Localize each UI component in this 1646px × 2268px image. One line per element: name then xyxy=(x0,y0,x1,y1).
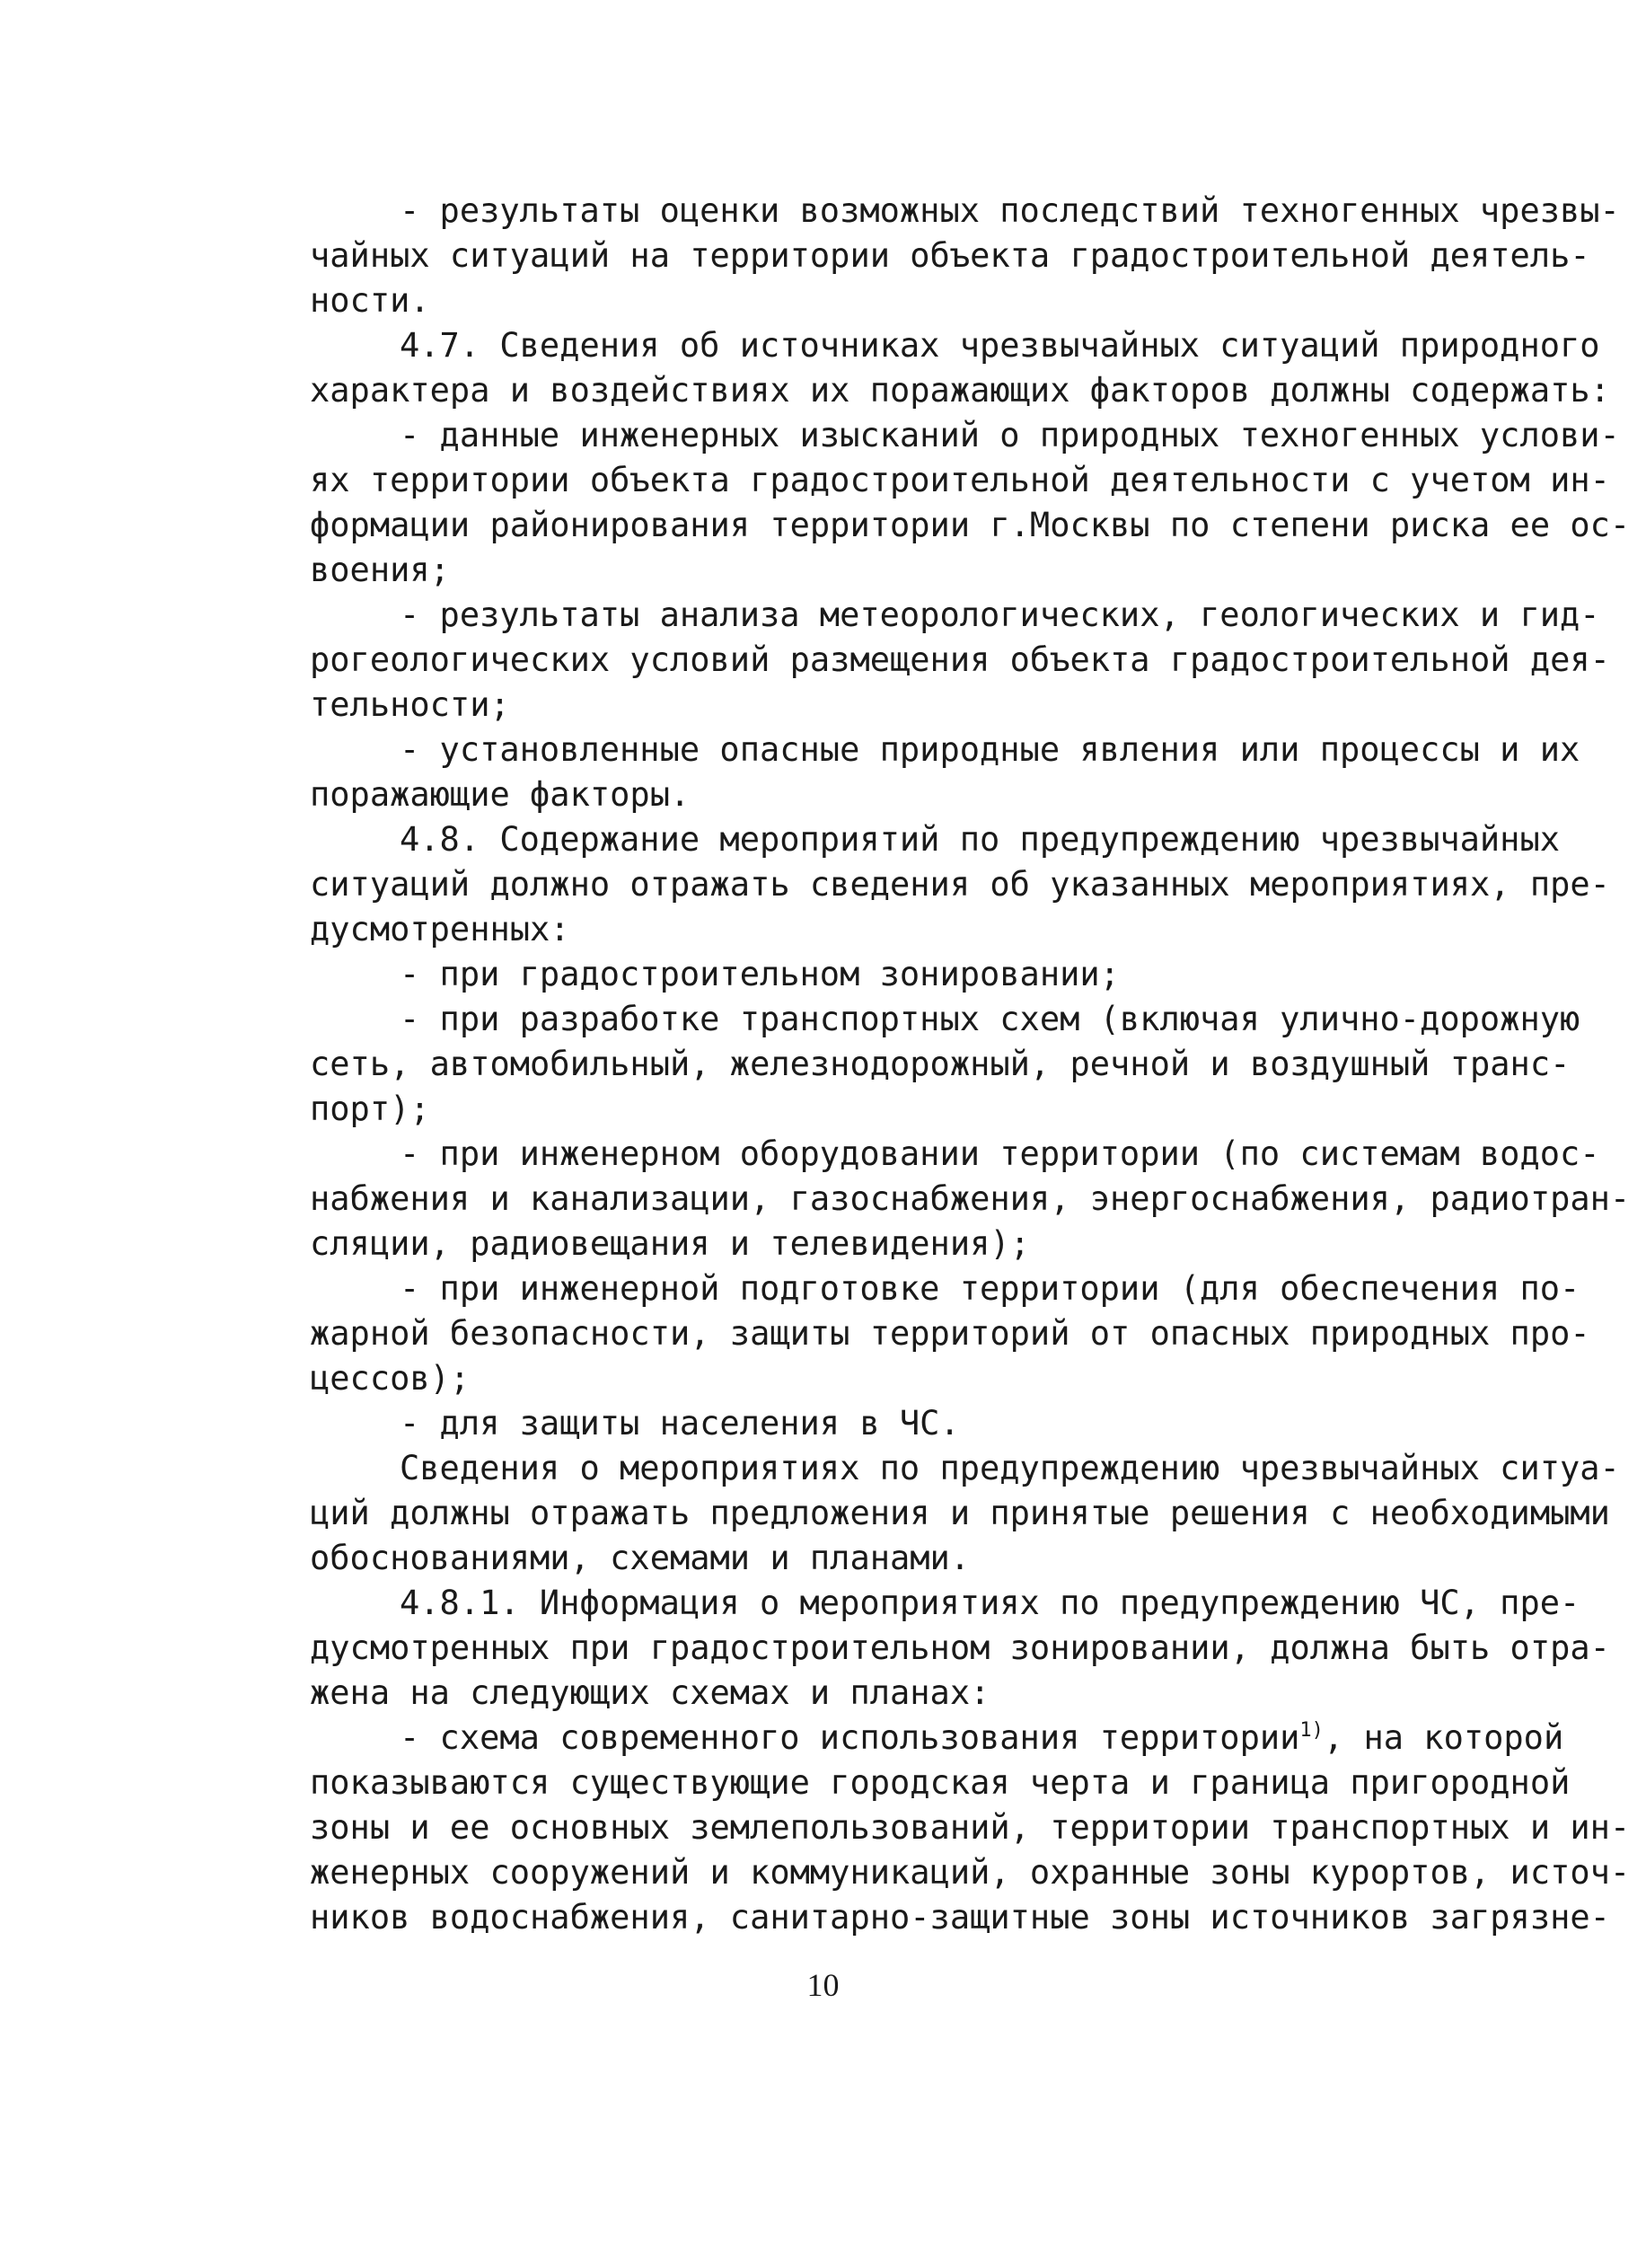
text-line: поражающие факторы. xyxy=(310,775,691,814)
text-line: - данные инженерных изысканий о природных техногенных услови- xyxy=(400,416,1620,454)
text-line: женерных сооружений и коммуникаций, охранные зоны курортов, источ- xyxy=(310,1853,1631,1892)
text-line: - для защиты населения в ЧС. xyxy=(400,1404,960,1443)
text-line: дусмотренных: xyxy=(310,910,570,949)
text-line: формации районирования территории г.Москвы по степени риска ее ос- xyxy=(310,506,1631,544)
text-line: набжения и канализации, газоснабжения, энергоснабжения, радиотран- xyxy=(310,1179,1631,1218)
page-number: 10 xyxy=(806,1967,840,2003)
text-line: обоснованиями, схемами и планами. xyxy=(310,1539,971,1577)
text-line: ситуаций должно отражать сведения об указанных мероприятиях, пре- xyxy=(310,865,1610,904)
text-line: - установленные опасные природные явления или процессы и их xyxy=(400,730,1580,769)
text-line: - при инженерном оборудовании территории (по системам водос- xyxy=(400,1134,1600,1173)
text-line: рогеологических условий размещения объекта градостроительной дея- xyxy=(310,640,1610,679)
section-4-8-1-line: 4.8.1. Информация о мероприятиях по предупреждению ЧС, пре- xyxy=(400,1584,1580,1622)
text-line: - при градостроительном зонировании; xyxy=(400,955,1120,993)
text-line: ников водоснабжения, санитарно-защитные зоны источников загрязне- xyxy=(310,1898,1610,1937)
text-line: - результаты анализа метеорологических, геологических и гид- xyxy=(400,596,1600,634)
section-4-7-line: 4.7. Сведения об источниках чрезвычайных ситуаций природного xyxy=(400,326,1600,365)
text-line-with-footnote xyxy=(310,1716,1564,1761)
text-line: дусмотренных при градостроительном зонировании, должна быть отра- xyxy=(310,1628,1610,1667)
text-line: ности. xyxy=(310,281,430,320)
text-line: жена на следующих схемах и планах: xyxy=(310,1673,990,1712)
text-line: ях территории объекта градостроительной деятельности с учетом ин- xyxy=(310,461,1610,499)
text-line: характера и воздействиях их поражающих факторов должны содержать: xyxy=(310,371,1610,410)
text-line: тельности; xyxy=(310,685,510,724)
text-line: - при инженерной подготовке территории (для обеспечения по- xyxy=(400,1269,1580,1308)
document-page xyxy=(310,189,1631,1940)
text-line: показываются существующие городская черта и граница пригородной xyxy=(310,1763,1571,1802)
text-line: ций должны отражать предложения и принятые решения с необходимыми xyxy=(310,1494,1610,1532)
text-line: зоны и ее основных землепользований, территории транспортных и ин- xyxy=(310,1808,1631,1847)
text-line: - результаты оценки возможных последствий техногенных чрезвы- xyxy=(400,191,1620,230)
text-line: цессов); xyxy=(310,1359,471,1398)
text-line: сеть, автомобильный, железнодорожный, речной и воздушный транс- xyxy=(310,1045,1571,1083)
text-line: - при разработке транспортных схем (включая улично-дорожную xyxy=(400,1000,1580,1038)
text-line: жарной безопасности, защиты территорий от опасных природных про- xyxy=(310,1314,1590,1353)
footnote-mark: 1) xyxy=(1299,1719,1324,1742)
text-segment: - схема современного использования территории xyxy=(400,1718,1300,1757)
text-line: чайных ситуаций на территории объекта градостроительной деятель- xyxy=(310,236,1590,275)
text-line: сляции, радиовещания и телевидения); xyxy=(310,1224,1030,1263)
text-line: порт); xyxy=(310,1090,430,1128)
text-line: воения; xyxy=(310,551,450,589)
text-segment: , на которой xyxy=(1323,1718,1564,1757)
text-line: Сведения о мероприятиях по предупреждению чрезвычайных ситуа- xyxy=(400,1449,1620,1487)
section-4-8-line: 4.8. Содержание мероприятий по предупреждению чрезвычайных xyxy=(400,820,1561,859)
